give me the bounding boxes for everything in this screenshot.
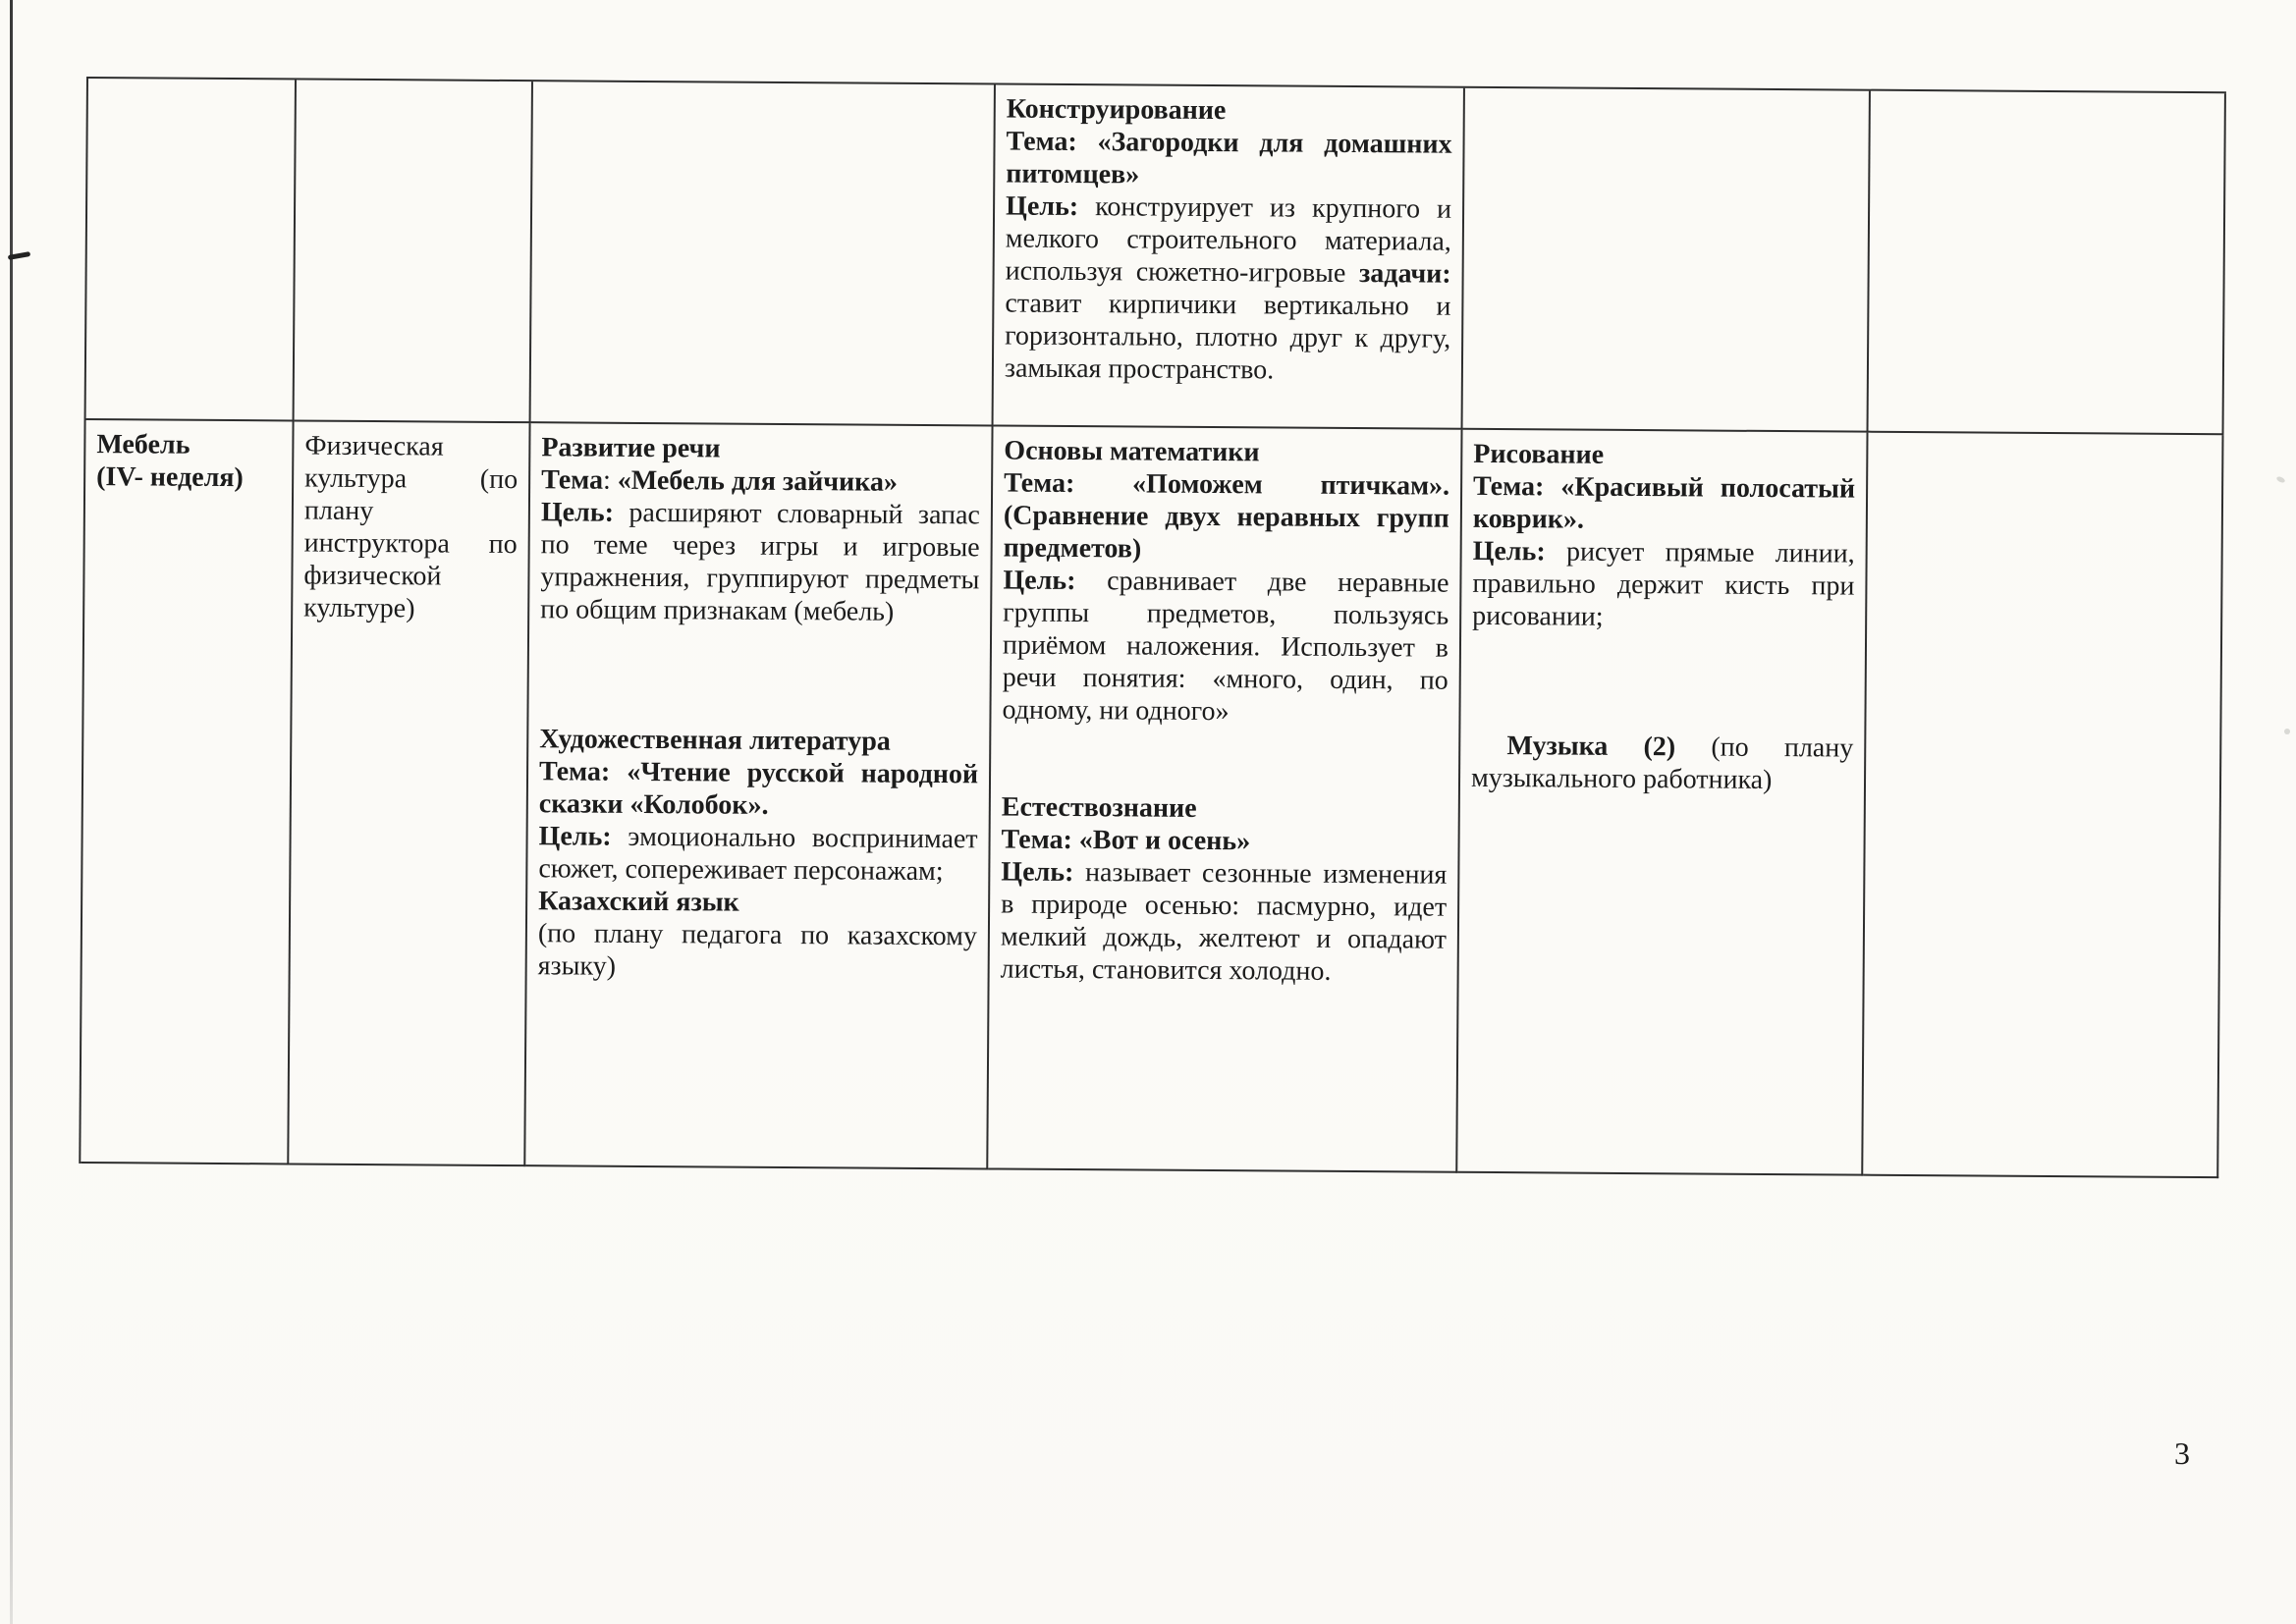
paragraph [1006, 126, 1451, 193]
bold-text-run: Цель: [1472, 535, 1567, 568]
scan-speck [2284, 729, 2290, 734]
bold-text-run: Художественная литература [539, 724, 891, 757]
bold-text-run: Развитие речи [541, 432, 721, 464]
cell-r2-c4 [988, 426, 1462, 1172]
schedule-table [79, 77, 2226, 1178]
bold-text-run: Тема: «Поможем птичкам». (Сравнение двух неравных групп предметов) [1003, 467, 1450, 565]
paragraph [303, 430, 518, 626]
paragraph [540, 496, 980, 628]
bold-text-run: Тема [541, 464, 604, 496]
paragraph [1473, 470, 1855, 538]
paragraph [1001, 856, 1448, 989]
text-run: Физическая культура (по плану инструктора по физической культуре) [303, 430, 519, 624]
bold-text-run: «Мебель для зайчика» [617, 464, 899, 498]
scan-speck [2275, 475, 2285, 483]
paragraph [1472, 535, 1855, 635]
text-run: конструирует из крупного и мелкого строительного материала, используя сюжетно-игровые [1005, 191, 1452, 290]
bold-text-run: Основы математики [1004, 435, 1260, 468]
cell-r2-c3 [525, 423, 993, 1169]
bold-text-run: Казахский язык [538, 886, 739, 918]
spacer [539, 625, 979, 726]
paragraph [541, 463, 980, 499]
bold-text-run: Тема: «Загородки для домашних питомцев» [1006, 126, 1452, 190]
paragraph [1007, 93, 1452, 129]
text-run: называет сезонные изменения в природе осенью: пасмурно, идет мелкий дождь, желтеют и опадают листья, становится холодно. [1000, 857, 1448, 987]
paragraph [539, 723, 978, 758]
table-row [81, 420, 2223, 1178]
cell-r2-c2 [289, 421, 530, 1166]
text-run: рисует прямые линии, правильно держит кисть при рисовании; [1472, 536, 1855, 632]
bold-text-run: задачи: [1358, 258, 1451, 290]
text-run: расширяют словарный запас по теме через игры и игровые упражнения, группируют предметы по общим признакам (мебель) [540, 497, 981, 627]
paragraph [1005, 190, 1451, 388]
bold-text-run: Тема: «Чтение русской народной сказки «Колобок». [538, 756, 979, 821]
bold-text-run: Цель: [1005, 190, 1096, 223]
paragraph [1004, 435, 1449, 470]
cell-r1-c6 [1869, 91, 2226, 436]
table-row [86, 79, 2226, 435]
bold-text-run: Конструирование [1006, 93, 1227, 127]
cell-r1-c3 [531, 81, 996, 426]
bold-text-run: Музыка (2) [1471, 730, 1712, 763]
paragraph [539, 755, 978, 823]
bold-text-run: (IV- неделя) [96, 461, 244, 494]
text-run: ставит кирпичики вертикально и горизонтально, плотно друг к другу, замыкая пространство. [1004, 288, 1451, 386]
bold-text-run: Естествознание [1001, 791, 1197, 824]
bold-text-run: Тема: «Красивый полосатый коврик». [1472, 470, 1856, 535]
bold-text-run: Цель: [1003, 565, 1108, 597]
paragraph [541, 431, 980, 466]
paragraph [1002, 791, 1448, 827]
paragraph [538, 885, 977, 920]
spacer [1002, 727, 1448, 794]
scan-edge-line [10, 0, 13, 1624]
bold-text-run: Цель: [540, 497, 629, 528]
paragraph [538, 820, 977, 888]
page-number: 3 [2174, 1435, 2190, 1471]
cell-r2-c6 [1863, 433, 2223, 1179]
bold-text-run: Цель: [538, 821, 629, 852]
bold-text-run: Цель: [1001, 856, 1086, 889]
cell-r1-c2 [295, 80, 533, 423]
paragraph [1471, 730, 1853, 797]
paragraph [1001, 824, 1447, 859]
cell-r1-c4 [994, 84, 1465, 429]
text-run: (по плану педагога по казахскому языку) [537, 918, 978, 982]
spacer [1471, 632, 1854, 732]
paragraph [1473, 438, 1855, 473]
bold-text-run: Мебель [96, 429, 191, 460]
paragraph [538, 917, 977, 985]
paragraph [1002, 565, 1449, 730]
bold-text-run: Рисование [1473, 438, 1605, 470]
paragraph [96, 428, 281, 461]
cell-r1-c5 [1463, 88, 1871, 433]
cell-r2-c5 [1457, 430, 1868, 1176]
text-run: (по плану музыкального работника) [1470, 731, 1854, 796]
paragraph [1004, 467, 1450, 568]
cell-r2-c1 [81, 420, 294, 1164]
cell-r1-c1 [86, 79, 297, 421]
text-run: : [602, 464, 618, 496]
bold-text-run: Тема: «Вот и осень» [1001, 824, 1251, 857]
text-run: эмоционально воспринимает сюжет, сопереживает персонажам; [538, 821, 978, 888]
text-run: сравнивает две неравные группы предметов, пользуясь приёмом наложения. Использует в речи понятия: «много, один, по одному, ни одного» [1002, 566, 1449, 728]
paragraph [96, 460, 281, 494]
